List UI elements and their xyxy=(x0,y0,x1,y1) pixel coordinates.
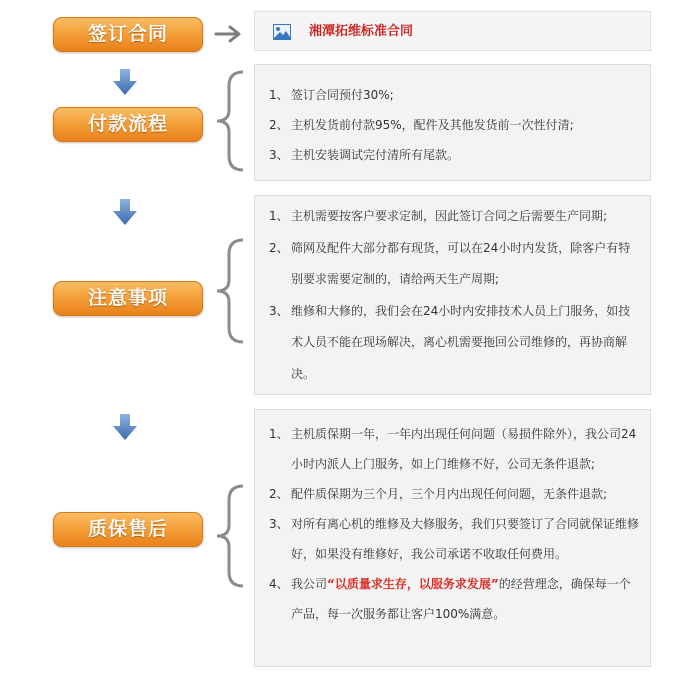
list-item: 3、 主机安装调试完付清所有尾款。 xyxy=(269,148,460,162)
image-icon xyxy=(273,24,291,40)
step-payment: 付款流程 xyxy=(53,107,203,142)
payment-box xyxy=(254,64,651,181)
list-item: 1、 主机需要按客户要求定制，因此签订合同之后需要生产同期; xyxy=(269,209,608,223)
list-item: 3、 维修和大修的，我们会在24小时内安排技术人员上门服务，如技术人员不能在现场解决，离心机需要拖回公司维修的，再协商解决。 xyxy=(269,303,631,381)
list-item: 1、 签订合同预付30%; xyxy=(269,88,394,102)
list-item: 2、 筛网及配件大部分都有现货，可以在24小时内发货，除客户有特别要求需要定制的，请给两天生产周期; xyxy=(269,240,631,286)
arrow-down-icon xyxy=(112,413,138,441)
brace-icon xyxy=(213,70,247,172)
list-item: 2、 配件质保期为三个月，三个月内出现任何问题，无条件退款; xyxy=(269,487,608,501)
step-warranty: 质保售后 xyxy=(53,512,203,547)
arrow-down-icon xyxy=(112,68,138,96)
list-item: 3、 对所有离心机的维修及大修服务，我们只要签订了合同就保证维修好，如果没有维修好，我公司承诺不收取任何费用。 xyxy=(269,517,640,561)
list-item: 2、 主机发货前付款95%，配件及其他发货前一次性付清; xyxy=(269,118,574,132)
contract-link-box[interactable] xyxy=(254,11,651,51)
arrow-down-icon xyxy=(112,198,138,226)
step-notes: 注意事项 xyxy=(53,281,203,316)
notes-box xyxy=(254,195,651,395)
step-contract: 签订合同 xyxy=(53,17,203,52)
contract-title-link[interactable]: 湘潭拓维标准合同 xyxy=(309,24,414,39)
list-item: 1、 主机质保期一年，一年内出现任何问题（易损件除外），我公司24小时内派人上门服务，如上门维修不好，公司无条件退款; xyxy=(269,427,637,471)
brace-icon xyxy=(213,484,247,588)
brace-icon xyxy=(213,238,247,344)
warranty-box xyxy=(254,409,651,667)
list-item: 4、 我公司“以质量求生存，以服务求发展”的经营理念，确保每一个产品，每一次服务都让客户100%满意。 xyxy=(269,577,631,621)
arrow-right-icon xyxy=(214,24,244,44)
slogan-highlight: “以质量求生存，以服务求发展” xyxy=(327,577,499,591)
